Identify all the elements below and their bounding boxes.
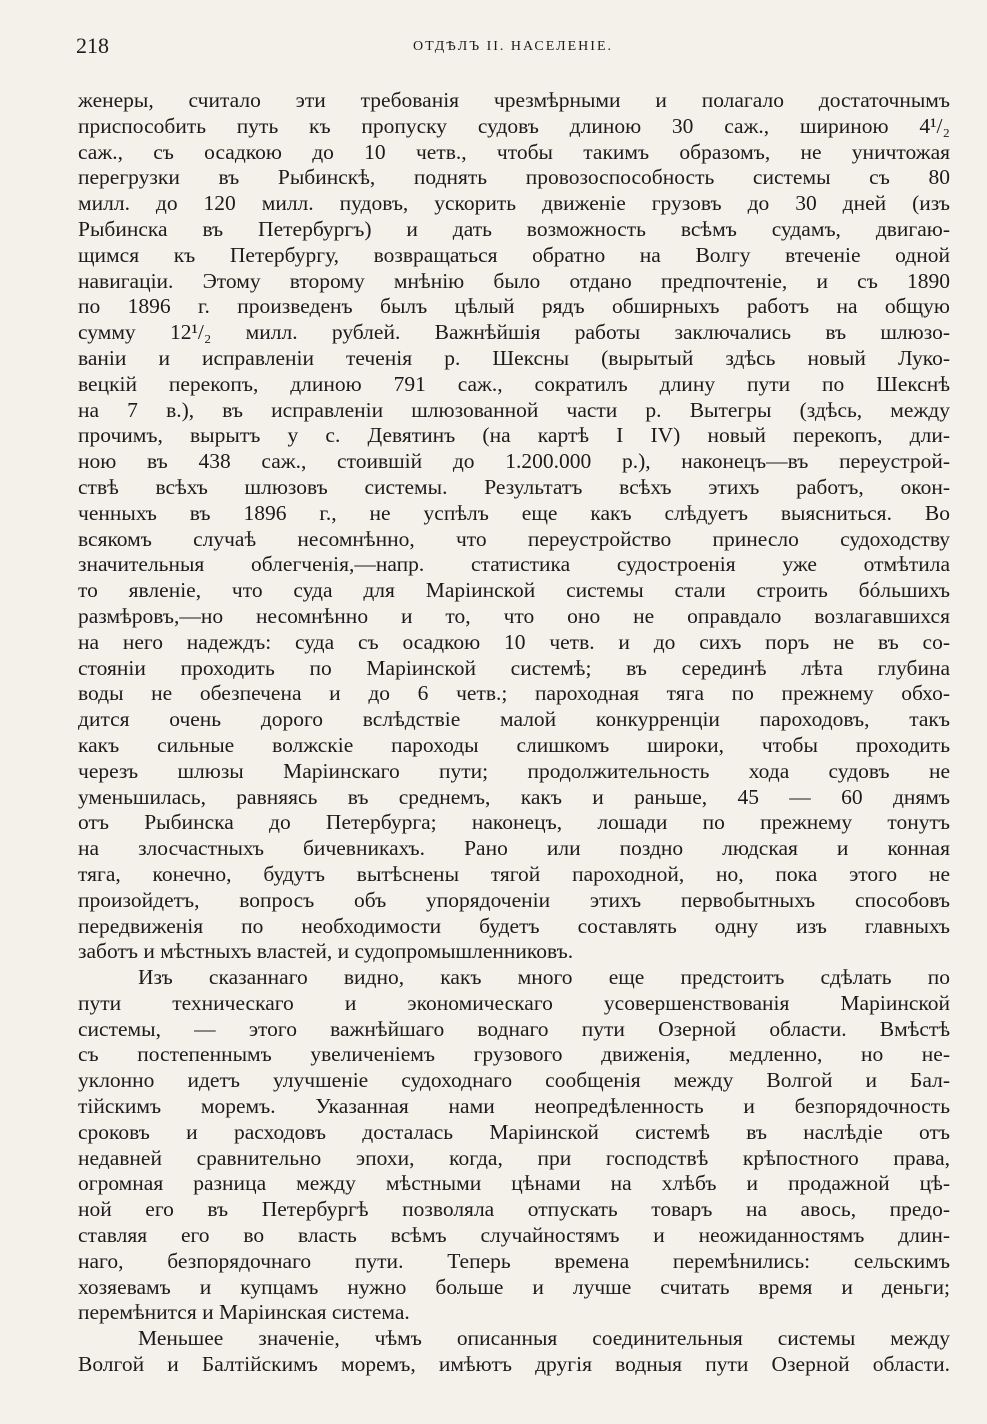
page-number: 218 — [76, 33, 109, 58]
text-line: уклонно идетъ улучшеніе судоходнаго сообщенія между Волгой и Бал- — [78, 1068, 950, 1093]
text-line: размѣровъ,—но несомнѣнно и то, что оно не оправдало возлагавшихся — [78, 603, 950, 628]
text-line: тяга, конечно, будутъ вытѣснены тягой пароходной, но, пока этого не — [78, 861, 950, 886]
text-line: уменьшилась, равняясь въ среднемъ, какъ и раньше, 45 — 60 днямъ — [78, 784, 950, 809]
text-line: отъ Рыбинска до Петербурга; наконецъ, лошади по прежнему тонутъ — [78, 810, 950, 835]
text-line: то явленіе, что суда для Маріинской системы стали строить бóльшихъ — [78, 578, 950, 603]
text-line: женеры, считало эти требованія чрезмѣрными и полагало достаточнымъ — [78, 88, 950, 112]
text-line: огромная разница между мѣстными цѣнами на хлѣбъ и продажной цѣ- — [78, 1171, 950, 1196]
text-line: ченныхъ въ 1896 г., не успѣлъ еще какъ слѣдуетъ выясниться. Во — [78, 500, 950, 525]
text-line: ваніи и исправленіи теченія р. Шексны (вырытый здѣсь новый Луко- — [78, 345, 950, 370]
text-line: щимся къ Петербургу, возвращаться обратно на Волгу втеченіе одной — [78, 242, 950, 267]
text-line: съ постепеннымъ увеличеніемъ грузового движенія, медленно, но не- — [78, 1042, 950, 1067]
text-line: заботъ и мѣстныхъ властей, и судопромышленниковъ. — [78, 939, 574, 964]
running-head: ОТДѢЛЪ II. НАСЕЛЕНІЕ. — [412, 39, 614, 54]
text-line: ствѣ всѣхъ шлюзовъ системы. Результатъ всѣхъ этихъ работъ, окон- — [78, 474, 950, 499]
text-line: системы, — этого важнѣйшаго воднаго пути Озерной области. Вмѣстѣ — [78, 1016, 950, 1041]
paragraph — [78, 1326, 950, 1378]
text-line: хозяевамъ и купцамъ нужно больше и лучше считать время и деньги; — [78, 1274, 950, 1299]
text-line: на злосчастныхъ бичевникахъ. Рано или поздно людская и конная — [78, 836, 950, 861]
text-line: ставляя его во власть всѣмъ случайностямъ и неожиданностямъ длин- — [78, 1223, 950, 1248]
text-line: всякомъ случаѣ несомнѣнно, что переустройство принесло судоходству — [78, 526, 950, 551]
text-line: какъ сильные волжскіе пароходы слишкомъ широки, чтобы проходить — [78, 732, 950, 757]
text-line: прочимъ, вырытъ у с. Девятинъ (на картѣ I IV) новый перекопъ, дли- — [78, 423, 950, 448]
text-line: ною въ 438 саж., стоившій до 1.200.000 р.), наконецъ—въ переустрой- — [78, 449, 950, 474]
body-text — [78, 88, 950, 1378]
text-line: наго, безпорядочнаго пути. Теперь времена перемѣнились: сельскимъ — [78, 1248, 950, 1273]
text-line: сроковъ и расходовъ досталась Маріинской системѣ въ наслѣдіе отъ — [78, 1119, 950, 1144]
text-line: по 1896 г. произведенъ былъ цѣлый рядъ обширныхъ работъ на общую — [78, 294, 950, 319]
text-line: стояніи проходить по Маріинской системѣ; въ серединѣ лѣта глубина — [78, 655, 950, 680]
text-line: перемѣнится и Маріинская система. — [78, 1300, 410, 1325]
text-line: Волгой и Балтійскимъ моремъ, имѣютъ другія водныя пути Озерной области. — [78, 1352, 950, 1377]
text-line: Рыбинска въ Петербургъ) и дать возможность всѣмъ судамъ, двигаю- — [78, 216, 950, 241]
text-line: на 7 в.), въ исправленіи шлюзованной части р. Вытегры (здѣсь, между — [78, 397, 950, 422]
text-line: вецкій перекопъ, длиною 791 саж., сократилъ длину пути по Шекснѣ — [78, 371, 950, 396]
text-line: произойдетъ, вопросъ объ упорядоченіи этихъ первобытныхъ способовъ — [78, 887, 950, 912]
text-line: воды не обезпечена и до 6 четв.; пароходная тяга по прежнему обхо- — [78, 681, 950, 706]
text-line: дится очень дорого вслѣдствіе малой конкурренціи пароходовъ, такъ — [78, 707, 950, 732]
text-line: приспособить путь къ пропуску судовъ длиною 30 саж., шириною 4¹/₂ — [78, 113, 950, 138]
text-line: пути техническаго и экономическаго усовершенствованія Маріинской — [78, 990, 950, 1015]
text-line: значительныя облегченія,—напр. статистика судостроенія уже отмѣтила — [78, 552, 950, 577]
text-line: навигаціи. Этому второму мнѣнію было отдано предпочтеніе, и съ 1890 — [78, 268, 950, 293]
paragraph — [78, 965, 950, 1326]
text-line: милл. до 120 милл. пудовъ, ускорить движеніе грузовъ до 30 дней (изъ — [78, 191, 950, 216]
text-line: Меньшее значеніе, чѣмъ описанныя соединительныя системы между — [138, 1326, 950, 1351]
page-header — [76, 33, 950, 63]
text-line: недавней сравнительно эпохи, когда, при господствѣ крѣпостного права, — [78, 1145, 950, 1170]
text-line: перегрузки въ Рыбинскѣ, поднять провозоспособность системы съ 80 — [78, 165, 950, 190]
text-line: Изъ сказаннаго видно, какъ много еще предстоитъ сдѣлать по — [138, 965, 950, 990]
text-line: на него надеждъ: суда съ осадкою 10 четв. и до сихъ поръ не въ со- — [78, 629, 950, 654]
text-line: ной его въ Петербургѣ позволяла отпускать товаръ на авось, предо- — [78, 1197, 950, 1222]
text-line: сумму 12¹/₂ милл. рублей. Важнѣйшія работы заключались въ шлюзо- — [78, 320, 950, 345]
text-line: черезъ шлюзы Маріинскаго пути; продолжительность хода судовъ не — [78, 758, 950, 783]
text-line: тійскимъ моремъ. Указанная нами неопредѣленность и безпорядочность — [78, 1094, 950, 1119]
text-line: передвиженія по необходимости будетъ составлять одну изъ главныхъ — [78, 913, 950, 938]
text-line: саж., съ осадкою до 10 четв., чтобы такимъ образомъ, не уничтожая — [78, 139, 950, 164]
paragraph — [78, 88, 950, 965]
